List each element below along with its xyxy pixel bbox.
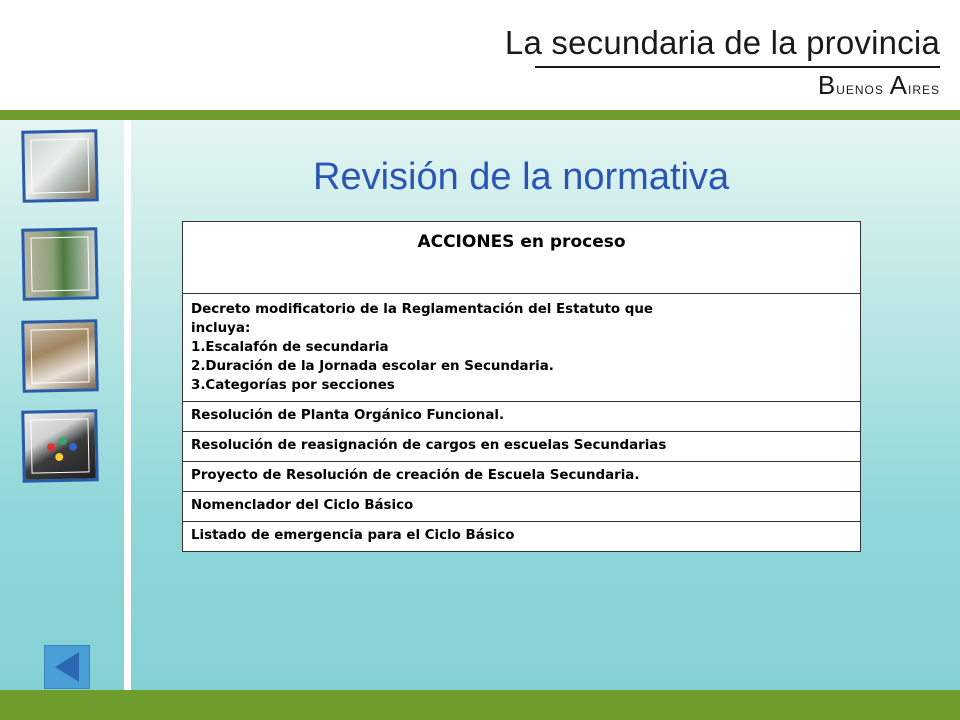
brand-divider — [535, 66, 940, 68]
table-cell: Listado de emergencia para el Ciclo Básico — [183, 522, 861, 552]
brand-title: La secundaria de la provincia — [504, 24, 940, 61]
sidebar-divider — [124, 120, 131, 690]
table-row — [183, 402, 861, 432]
thumbnail-corridor-photo — [21, 129, 98, 203]
thumbnail-gameboard-photo — [21, 409, 98, 483]
table-row — [183, 492, 861, 522]
back-button[interactable] — [44, 645, 90, 689]
table-cell-line: incluya: — [191, 321, 251, 336]
table-row — [183, 462, 861, 492]
header — [0, 0, 960, 110]
table-cell-line: 2.Duración de la Jornada escolar en Secundaria. — [191, 359, 554, 374]
brand-subtitle: Buenos Aires — [817, 70, 940, 100]
table-cell-line: Decreto modificatorio de la Reglamentación del Estatuto que — [191, 302, 653, 317]
table-cell: Resolución de Planta Orgánico Funcional. — [183, 402, 861, 432]
actions-table — [182, 221, 861, 552]
table-row — [183, 522, 861, 552]
top-accent-bar — [0, 110, 960, 120]
thumbnail-classroom-photo — [21, 319, 98, 393]
table-cell: Resolución de reasignación de cargos en escuelas Secundarias — [183, 432, 861, 462]
table-cell: Proyecto de Resolución de creación de Escuela Secundaria. — [183, 462, 861, 492]
page-title: Revisión de la normativa — [313, 156, 730, 198]
table-cell: Nomenclador del Ciclo Básico — [183, 492, 861, 522]
thumbnail-students-photo — [21, 227, 98, 301]
table-row — [183, 432, 861, 462]
left-triangle-icon — [45, 646, 89, 688]
table-header-row — [183, 222, 861, 294]
table-cell-line: 1.Escalafón de secundaria — [191, 340, 389, 355]
table-row — [183, 294, 861, 402]
table-header: ACCIONES en proceso — [183, 222, 861, 294]
table-cell-line: 3.Categorías por secciones — [191, 378, 395, 393]
bottom-accent-bar — [0, 690, 960, 720]
